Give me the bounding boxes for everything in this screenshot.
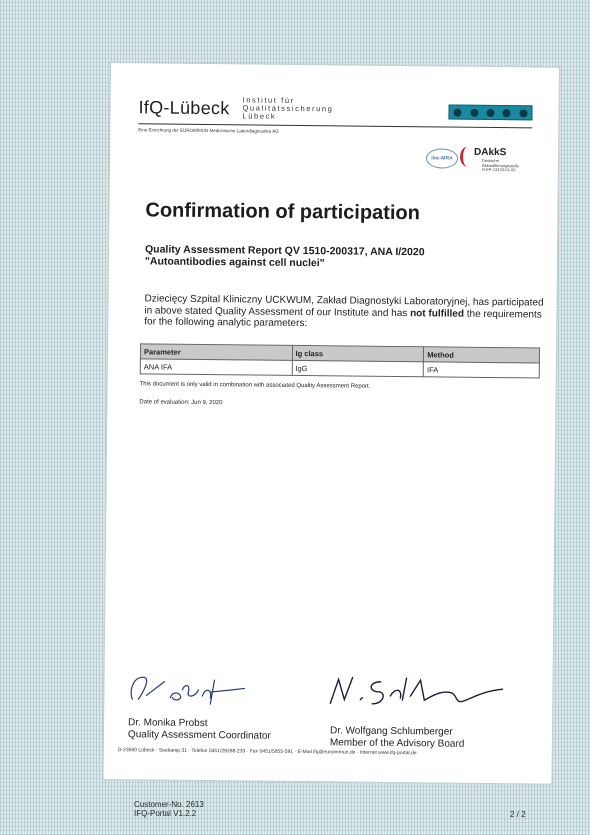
customer-info: Customer-No. 2613 IFQ-Portal V1.2.2 <box>134 800 204 818</box>
page-title: Confirmation of participation <box>145 199 420 225</box>
report-reference: Quality Assessment Report QV 1510-200317, ANA I/2020 "Autoantibodies against cell nuclei" <box>144 243 425 270</box>
signatory-left: Dr. Monika Probst Quality Assessment Coordinator <box>127 717 271 742</box>
dakks-badge: DAkkS Deutsche Akkreditierungsstelle D-EP-13423-01-00 <box>460 145 524 176</box>
signatory-right: Dr. Wolfgang Schlumberger Member of the Advisory Board <box>329 725 465 750</box>
certificate-sheet <box>102 62 559 785</box>
page-number: 2 / 2 <box>510 810 526 819</box>
parameters-table <box>140 343 540 378</box>
signature-probst <box>124 669 274 711</box>
dakks-mark-icon <box>460 147 475 167</box>
ilac-mra-badge: ilac-MRA <box>426 148 458 168</box>
organization-subline: Eine Einrichtung der EUROIMMUN Medizinische Labordiagnostika AG <box>138 127 279 134</box>
letterhead <box>138 93 532 128</box>
signature-schlumberger <box>324 669 514 711</box>
institute-name: Institut für Qualitätssicherung Lübeck <box>242 95 334 121</box>
table-header-row: Parameter Ig class Method <box>140 344 539 363</box>
table-row: ANA IFA IgG IFA <box>140 359 539 378</box>
validity-note: This document is only valid in combination with associated Quality Assessment Report. <box>139 381 371 390</box>
participation-statement: Dziecięcy Szpital Kliniczny UCKWUM, Zakład Diagnostyki Laboratoryjnej, has participated in above stated Quality Assessment of our Institute and has not fulfilled the requirements for the following analytic parameters: <box>144 293 544 330</box>
ifq-logo: IfQ-Lübeck <box>138 97 230 119</box>
euroimmun-logo-icon <box>448 105 532 121</box>
contact-footer: D-23560 Lübeck · Seekamp 31 · Telefon 0451/29288-233 · Fax 0451/5855-591 · E-Mail ifq@euroimmun.de · Internet www.ifq-portal.de <box>117 747 417 757</box>
evaluation-date: Date of evaluation: Jun 9, 2020 <box>139 399 223 407</box>
